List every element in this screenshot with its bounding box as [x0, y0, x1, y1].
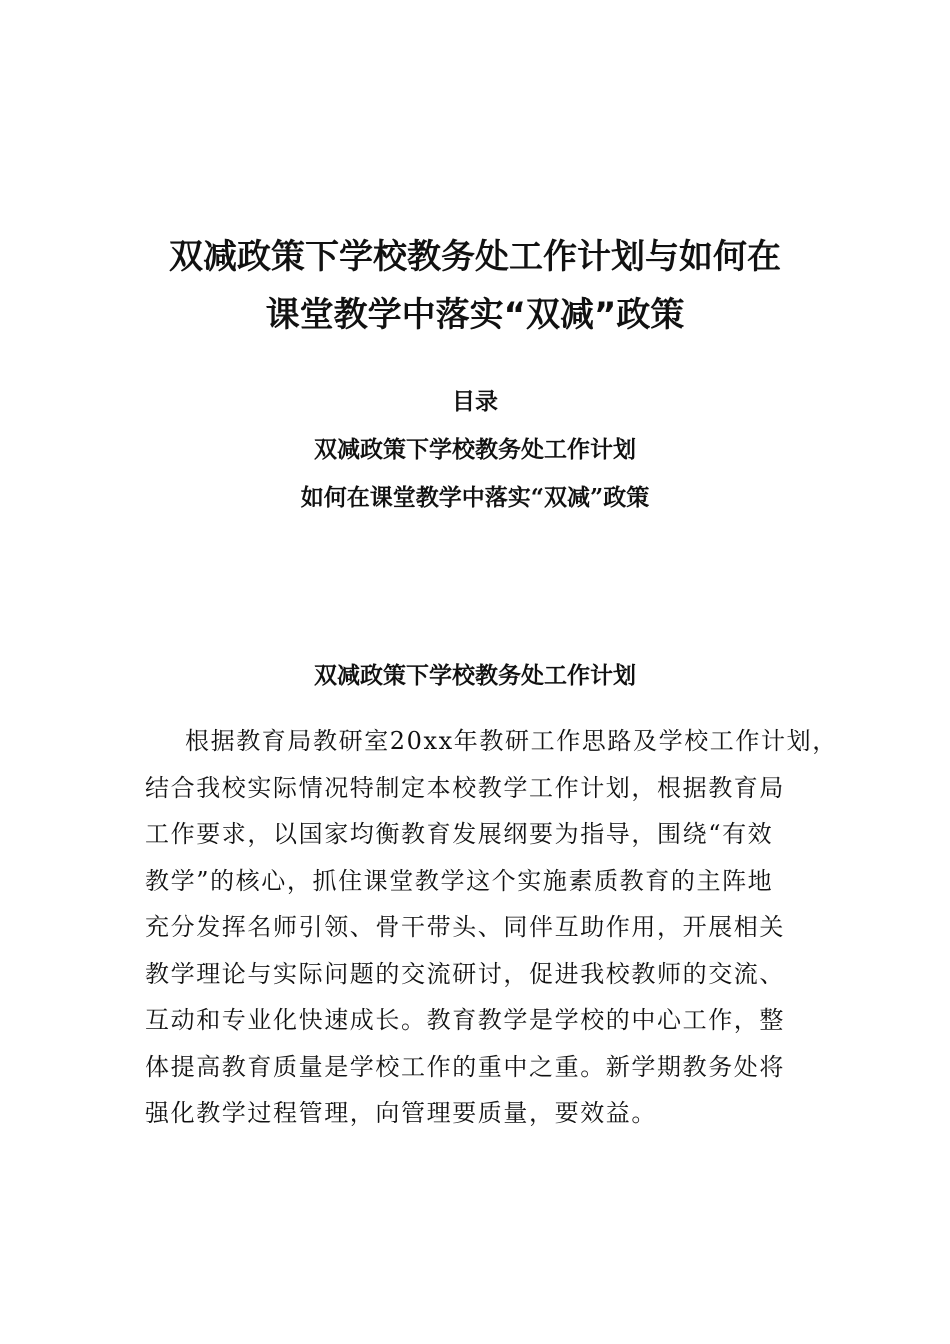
- toc-item-classroom-policy: 如何在课堂教学中落实“双减”政策: [300, 484, 650, 511]
- table-of-contents: [0, 378, 950, 522]
- paragraph-line: 互动和专业化快速成长。教育教学是学校的中心工作，整: [145, 1006, 785, 1034]
- title-line-2: 课堂教学中落实“双减”政策: [265, 295, 685, 335]
- paragraph-line: 充分发挥名师引领、骨干带头、同伴互助作用，开展相关: [145, 913, 785, 941]
- toc-heading: 目录: [452, 388, 498, 415]
- paragraph-line: 体提高教育质量是学校工作的重中之重。新学期教务处将: [145, 1052, 785, 1081]
- document-title: [0, 228, 950, 344]
- paragraph-line: 根据教育局教研室20xx年教研工作思路及学校工作计划，: [185, 727, 838, 755]
- paragraph-line: 结合我校实际情况特制定本校教学工作计划，根据教育局: [145, 773, 785, 802]
- toc-item-work-plan: 双减政策下学校教务处工作计划: [314, 436, 636, 463]
- paragraph-line: 强化教学过程管理，向管理要质量，要效益。: [145, 1099, 657, 1127]
- paragraph-line: 教学”的核心，抓住课堂教学这个实施素质教育的主阵地: [145, 866, 774, 895]
- paragraph-line: 工作要求，以国家均衡教育发展纲要为指导，围绕“有效: [145, 820, 774, 848]
- title-line-1: 双减政策下学校教务处工作计划与如何在: [169, 237, 781, 277]
- paragraph-line: 教学理论与实际问题的交流研讨，促进我校教师的交流、: [145, 959, 785, 988]
- section-heading: 双减政策下学校教务处工作计划: [314, 663, 636, 689]
- body-paragraph: [145, 718, 845, 1137]
